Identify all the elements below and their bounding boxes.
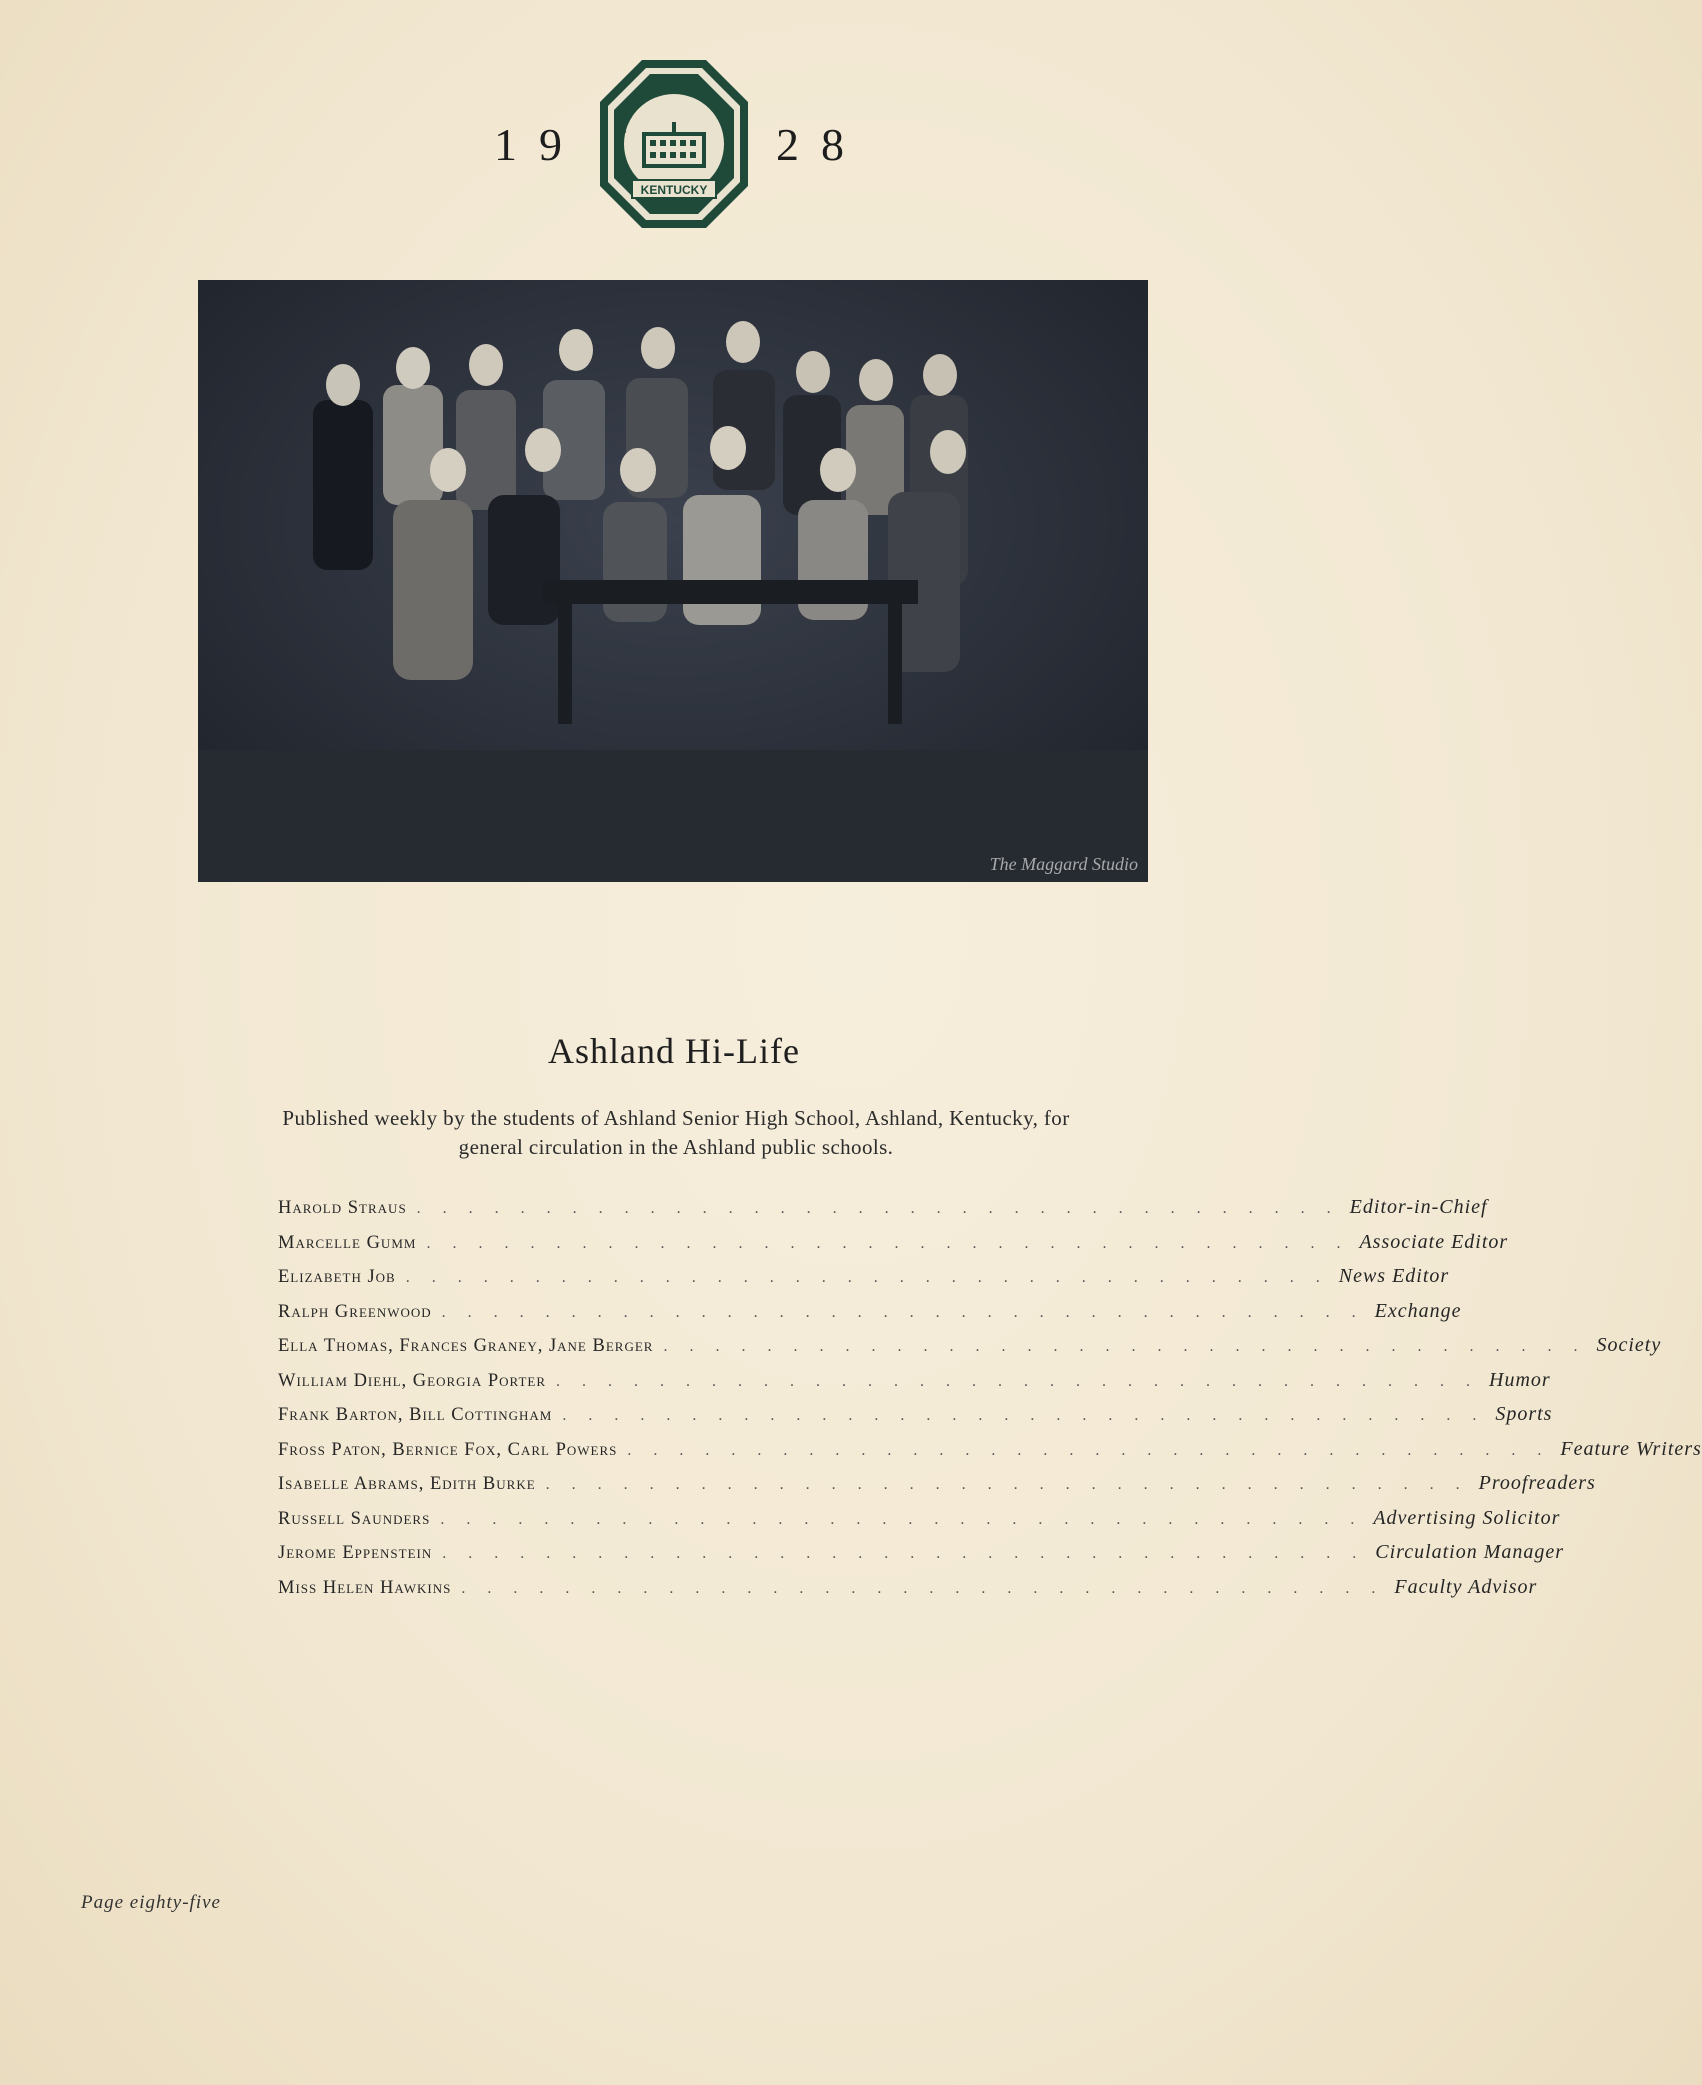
staff-list [278, 1196, 1702, 1610]
staff-role: Associate Editor [1359, 1230, 1509, 1253]
staff-row [278, 1265, 1450, 1300]
staff-role: Proofreaders [1478, 1472, 1596, 1494]
leader-dots: . . . . . . . . . . . . . . . . . . . . . . . . . . . . . . . . . . . . [562, 1407, 1486, 1424]
staff-row [278, 1230, 1509, 1266]
staff-name: Harold Straus [278, 1198, 407, 1218]
staff-role: News Editor [1338, 1265, 1450, 1287]
staff-row [278, 1437, 1702, 1473]
staff-role: Circulation Manager [1375, 1541, 1565, 1563]
article-title: Ashland Hi-Life [548, 1031, 800, 1071]
year-left: 19 [494, 119, 584, 170]
seal-text-top: ASHLAND SENIOR HIGH [617, 78, 727, 134]
leader-dots: . . . . . . . . . . . . . . . . . . . . . . . . . . . . . . . . . . . . [545, 1476, 1469, 1493]
year-right: 28 [776, 119, 866, 170]
leader-dots: . . . . . . . . . . . . . . . . . . . . . . . . . . . . . . . . . . . . [442, 1545, 1366, 1562]
staff-row [278, 1472, 1596, 1507]
page-number: Page eighty-five [81, 1892, 221, 1913]
staff-name: Miss Helen Hawkins [278, 1577, 452, 1598]
leader-dots: . . . . . . . . . . . . . . . . . . . . . . . . . . . . . . . . . . . . [663, 1338, 1587, 1355]
leader-dots: . . . . . . . . . . . . . . . . . . . . . . . . . . . . . . . . . . . . [556, 1372, 1479, 1390]
staff-name: Fross Paton, Bernice Fox, Carl Powers [278, 1439, 618, 1460]
staff-row [278, 1403, 1553, 1438]
staff-row [278, 1299, 1462, 1335]
staff-name: Marcelle Gumm [278, 1232, 417, 1253]
staff-name: Isabelle Abrams, Edith Burke [278, 1474, 536, 1494]
leader-dots: . . . . . . . . . . . . . . . . . . . . . . . . . . . . . . . . . . . . [440, 1510, 1364, 1528]
leader-dots: . . . . . . . . . . . . . . . . . . . . . . . . . . . . . . . . . . . . [627, 1441, 1551, 1459]
staff-row [278, 1334, 1662, 1369]
staff-row [278, 1368, 1551, 1404]
leader-dots: . . . . . . . . . . . . . . . . . . . . . . . . . . . . . . . . . . . . [441, 1303, 1365, 1321]
leader-dots: . . . . . . . . . . . . . . . . . . . . . . . . . . . . . . . . . . . . [461, 1579, 1385, 1597]
staff-row [278, 1575, 1538, 1611]
staff-name: William Diehl, Georgia Porter [278, 1370, 546, 1391]
staff-name: Russell Saunders [278, 1508, 431, 1529]
staff-row [278, 1541, 1565, 1576]
staff-name: Frank Barton, Bill Cottingham [278, 1405, 553, 1425]
school-seal-logo [598, 58, 750, 230]
staff-role: Faculty Advisor [1394, 1575, 1538, 1598]
group-photo-image [198, 280, 1148, 882]
staff-role: Humor [1489, 1368, 1551, 1391]
staff-row [278, 1506, 1561, 1542]
staff-name: Ralph Greenwood [278, 1301, 432, 1322]
staff-role: Advertising Solicitor [1373, 1506, 1561, 1529]
staff-role: Feature Writers [1560, 1437, 1702, 1460]
staff-name: Jerome Eppenstein [278, 1543, 433, 1563]
studio-mark: The Maggard Studio [989, 854, 1138, 874]
leader-dots: . . . . . . . . . . . . . . . . . . . . . . . . . . . . . . . . . . . . [405, 1269, 1329, 1286]
leader-dots: . . . . . . . . . . . . . . . . . . . . . . . . . . . . . . . . . . . . [426, 1234, 1350, 1252]
staff-role: Exchange [1374, 1299, 1462, 1322]
staff-row [278, 1196, 1488, 1231]
staff-role: Society [1596, 1334, 1662, 1356]
staff-role: Editor-in-Chief [1349, 1196, 1488, 1218]
seal-text-bottom: KENTUCKY [640, 183, 708, 197]
article-intro: Published weekly by the students of Ashland Senior High School, Ashland, Kentucky, for general circulation in the Ashland public schools. [282, 1106, 1070, 1159]
staff-role: Sports [1495, 1403, 1553, 1425]
staff-name: Elizabeth Job [278, 1267, 396, 1287]
group-photo [198, 280, 1148, 882]
leader-dots: . . . . . . . . . . . . . . . . . . . . . . . . . . . . . . . . . . . . [416, 1200, 1340, 1217]
staff-name: Ella Thomas, Frances Graney, Jane Berger [278, 1336, 654, 1356]
